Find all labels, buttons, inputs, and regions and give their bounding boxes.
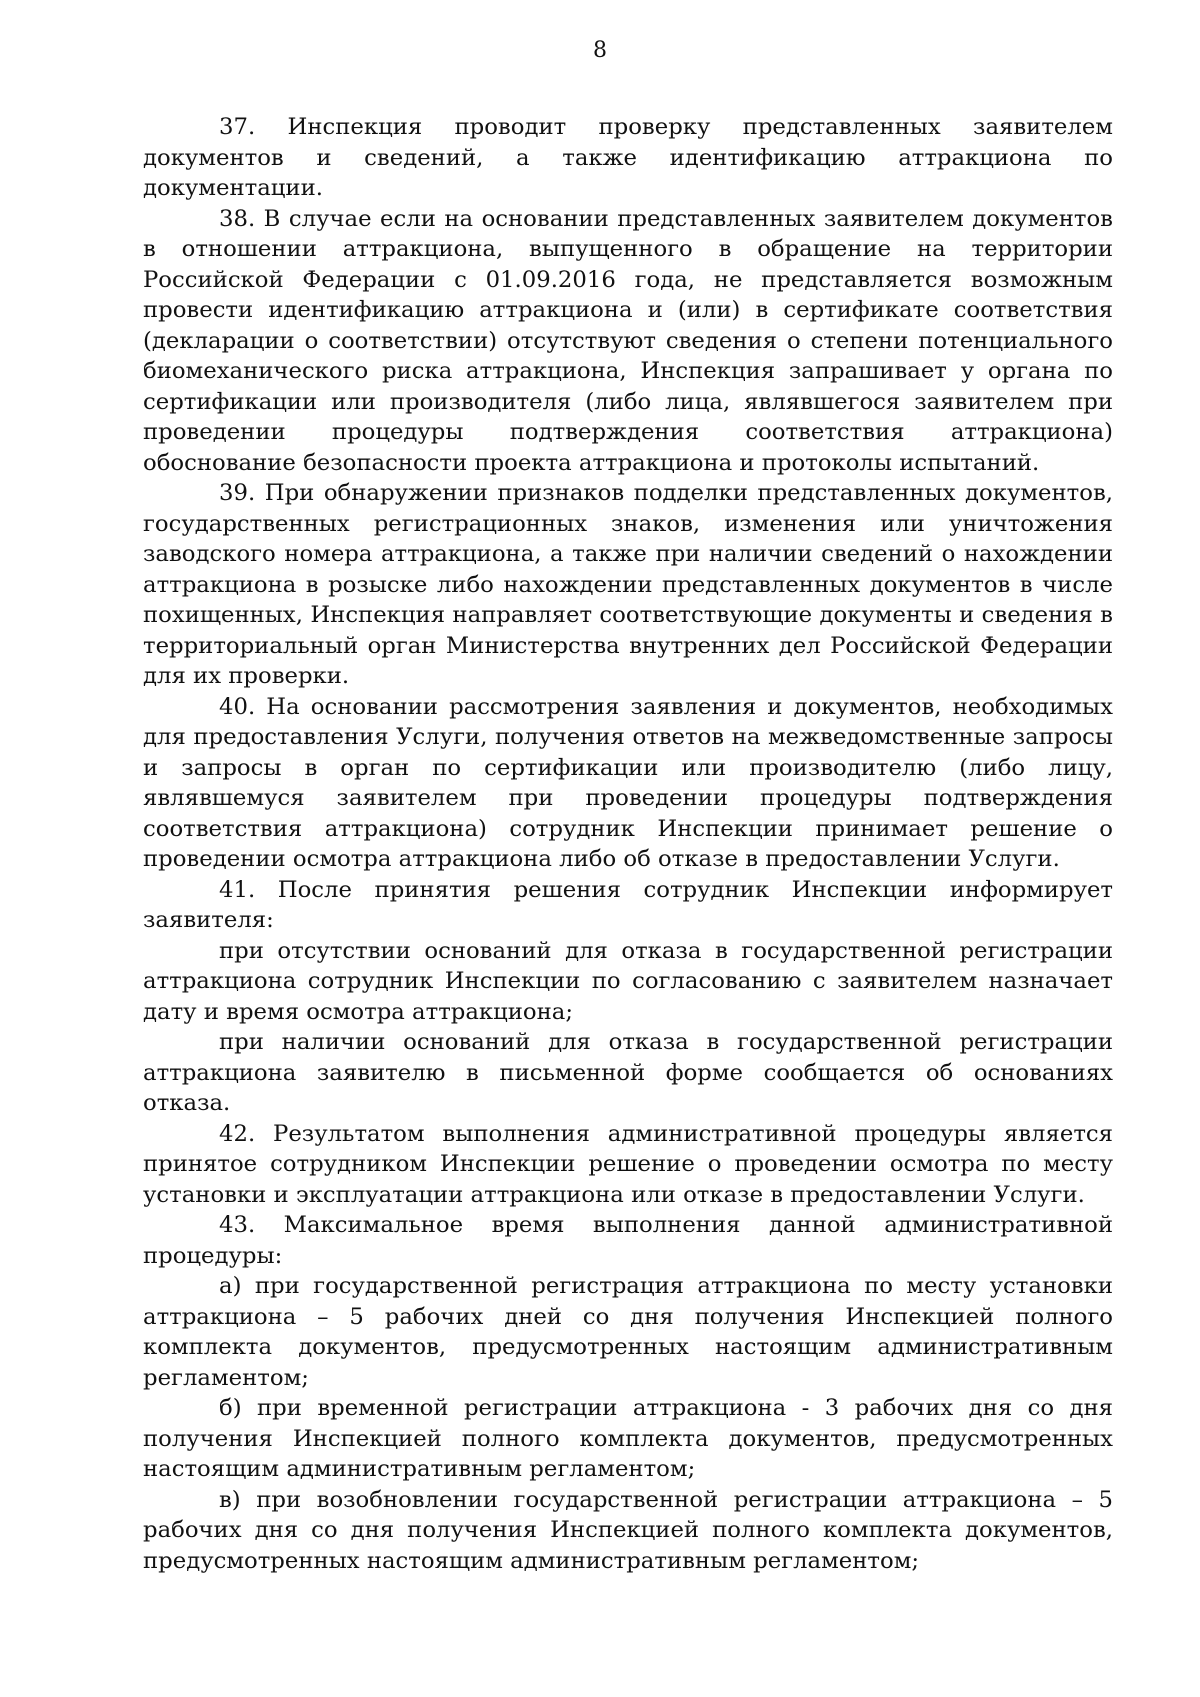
paragraph-43-item-v: в) при возобновлении государственной регистрации аттракциона – 5 рабочих дня со дня получения Инспекцией полного комплекта документов, предусмотренных настоящим административным регламентом; bbox=[143, 1486, 1113, 1574]
paragraph-41: 41. После принятия решения сотрудник Инспекции информирует заявителя: bbox=[143, 876, 1113, 933]
paragraph-43-item-a: а) при государственной регистрация аттракциона по месту установки аттракциона – 5 рабочих дней со дня получения Инспекцией полного комплекта документов, предусмотренных настоящим административным регламентом; bbox=[143, 1273, 1113, 1391]
paragraph-40: 40. На основании рассмотрения заявления и документов, необходимых для предоставления Услуги, получения ответов на межведомственные запросы и запросы в орган по сертификации или производителю (либо лицу, являвшемуся заявителем при проведении процедуры подтверждения соответствия аттракциона) сотрудник Инспекции принимает решение о проведении осмотра аттракциона либо об отказе в предоставлении Услуги. bbox=[143, 693, 1113, 872]
paragraph-37: 37. Инспекция проводит проверку представленных заявителем документов и сведений, а также идентификацию аттракциона по документации. bbox=[143, 114, 1113, 201]
paragraph-41-case-no-grounds: при отсутствии оснований для отказа в государственной регистрации аттракциона сотрудник Инспекции по согласованию с заявителем назначает дату и время осмотра аттракциона; bbox=[143, 937, 1113, 1025]
paragraph-38: 38. В случае если на основании представленных заявителем документов в отношении аттракциона, выпущенного в обращение на территории Российской Федерации с 01.09.2016 года, не представляется возможным провести идентификацию аттракциона и (или) в сертификате соответствия (декларации о соответствии) отсутствуют сведения о степени потенциального биомеханического риска аттракциона, Инспекция запрашивает у органа по сертификации или производителя (либо лица, являвшегося заявителем при проведении процедуры подтверждения соответствия аттракциона) обоснование безопасности проекта аттракциона и протоколы испытаний. bbox=[143, 205, 1113, 476]
paragraph-39: 39. При обнаружении признаков подделки представленных документов, государственных регистрационных знаков, изменения или уничтожения заводского номера аттракциона, а также при наличии сведений о нахождении аттракциона в розыске либо нахождении представленных документов в числе похищенных, Инспекция направляет соответствующие документы и сведения в территориальный орган Министерства внутренних дел Российской Федерации для их проверки. bbox=[143, 480, 1113, 689]
document-body bbox=[143, 112, 1113, 1576]
paragraph-43: 43. Максимальное время выполнения данной административной процедуры: bbox=[143, 1212, 1113, 1269]
paragraph-42: 42. Результатом выполнения административной процедуры является принятое сотрудником Инспекции решение о проведении осмотра по месту установки и эксплуатации аттракциона или отказе в предоставлении Услуги. bbox=[143, 1120, 1113, 1208]
paragraph-41-case-grounds: при наличии оснований для отказа в государственной регистрации аттракциона заявителю в письменной форме сообщается об основаниях отказа. bbox=[143, 1029, 1113, 1116]
paragraph-43-item-b: б) при временной регистрации аттракциона - 3 рабочих дня со дня получения Инспекцией полного комплекта документов, предусмотренных настоящим административным регламентом; bbox=[143, 1395, 1113, 1482]
page-number: 8 bbox=[593, 38, 607, 63]
